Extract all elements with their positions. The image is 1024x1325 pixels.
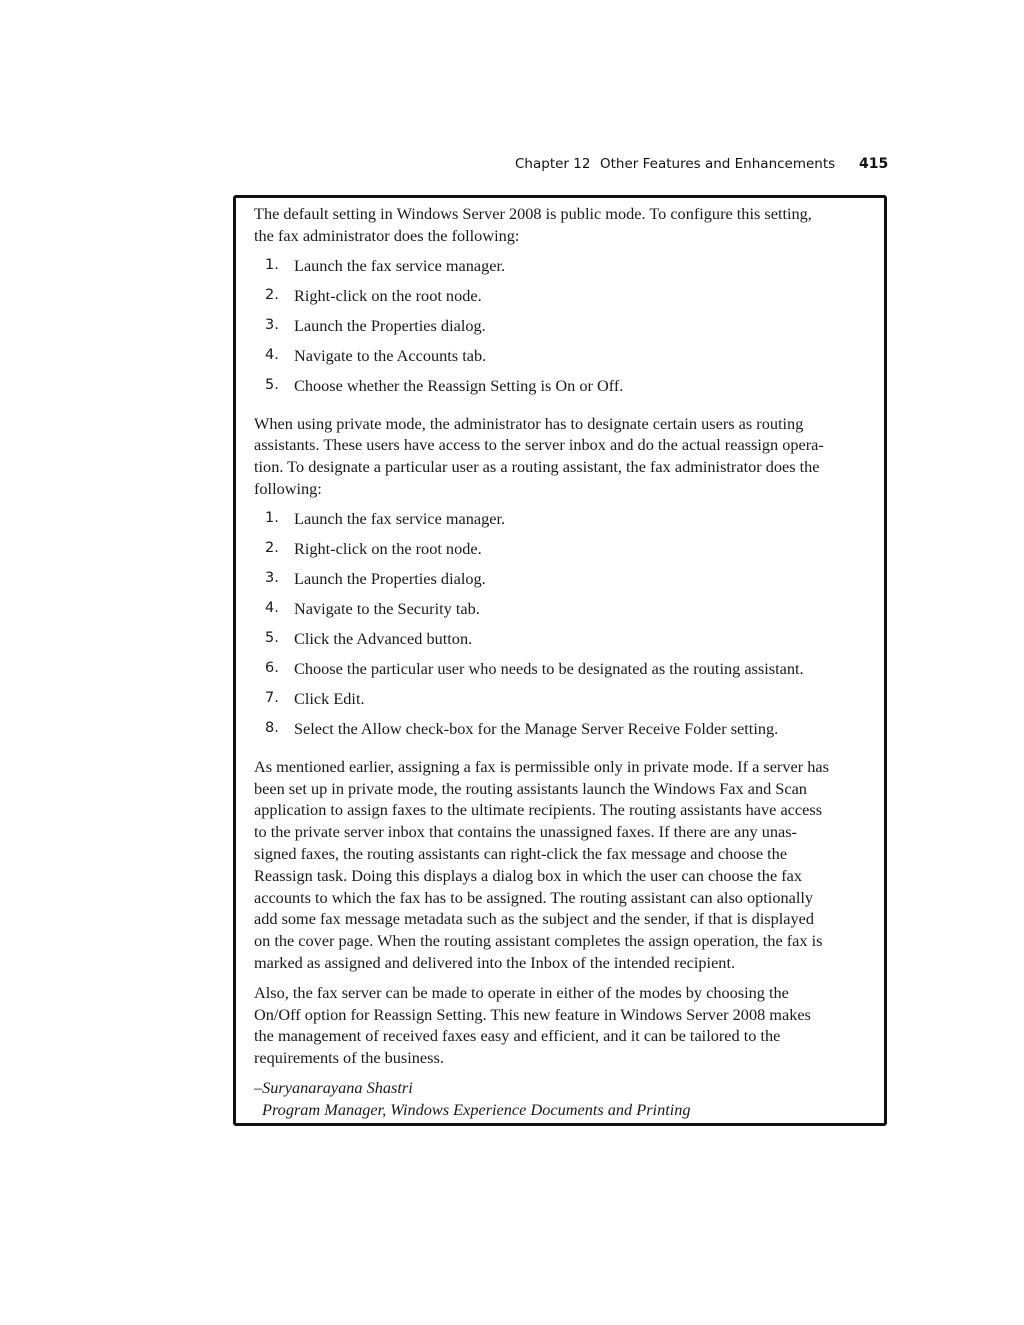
list-item-number: 4.: [265, 599, 279, 616]
paragraph-line: On/Off option for Reassign Setting. This new feature in Windows Server 2008 makes: [254, 1004, 811, 1024]
list-item-number: 5.: [265, 629, 279, 646]
paragraph-line: marked as assigned and delivered into the Inbox of the intended recipient.: [254, 952, 736, 972]
list-item: [254, 688, 874, 718]
list-item: [254, 345, 874, 375]
list-item: [254, 718, 874, 748]
blocks: [254, 203, 874, 1069]
list-item: [254, 285, 874, 315]
paragraph: [254, 203, 874, 247]
paragraph-line: The default setting in Windows Server 2008 is public mode. To configure this setting,: [254, 204, 812, 223]
list-item-text: Click Edit.: [294, 688, 365, 708]
paragraph-line: the fax administrator does the following:: [254, 225, 520, 245]
numbered-list: [254, 255, 874, 405]
list-item-number: 1.: [265, 256, 279, 273]
list-item-text: Click the Advanced button.: [294, 628, 473, 648]
list-item-text: Navigate to the Security tab.: [294, 598, 480, 618]
list-item-number: 8.: [265, 719, 279, 736]
paragraph-line: on the cover page. When the routing assistant completes the assign operation, the fax is: [254, 931, 823, 951]
paragraph-line: Reassign task. Doing this displays a dialog box in which the user can choose the fax: [254, 865, 803, 885]
paragraph: [254, 413, 874, 500]
paragraph-line: As mentioned earlier, assigning a fax is permissible only in private mode. If a server has: [254, 756, 829, 776]
list-item: [254, 568, 874, 598]
paragraph-line: signed faxes, the routing assistants can right-click the fax message and choose the: [254, 843, 788, 863]
paragraph: [254, 756, 874, 974]
list-item: [254, 598, 874, 628]
list-item-text: Choose whether the Reassign Setting is On or Off.: [294, 375, 624, 395]
signature: [254, 1077, 874, 1121]
list-item-number: 7.: [265, 689, 279, 706]
signature-name: –Suryanarayana Shastri: [254, 1077, 413, 1097]
list-item-text: Select the Allow check-box for the Manage Server Receive Folder setting.: [294, 718, 779, 738]
signature-role: Program Manager, Windows Experience Documents and Printing: [262, 1099, 691, 1119]
list-item-number: 1.: [265, 509, 279, 526]
paragraph-line: Also, the fax server can be made to operate in either of the modes by choosing the: [254, 982, 789, 1002]
list-item-number: 3.: [265, 316, 279, 333]
paragraph-line: When using private mode, the administrator has to designate certain users as routing: [254, 413, 804, 433]
paragraph: [254, 982, 874, 1069]
list-item-text: Launch the Properties dialog.: [294, 568, 486, 588]
list-item: [254, 315, 874, 345]
list-item: [254, 255, 874, 285]
list-item-text: Launch the Properties dialog.: [294, 315, 486, 335]
sidebar-content: [254, 203, 874, 1121]
numbered-list: [254, 508, 874, 748]
paragraph-line: assistants. These users have access to the server inbox and do the actual reassign opera-: [254, 435, 824, 455]
list-item-number: 2.: [265, 286, 279, 303]
paragraph-line: been set up in private mode, the routing assistants launch the Windows Fax and Scan: [254, 778, 807, 798]
paragraph-line: requirements of the business.: [254, 1048, 444, 1068]
page-number: 415: [859, 156, 889, 172]
list-item-text: Right-click on the root node.: [294, 285, 482, 305]
list-item-number: 5.: [265, 376, 279, 393]
list-item-text: Launch the fax service manager.: [294, 255, 506, 275]
list-item-number: 4.: [265, 346, 279, 363]
list-item: [254, 628, 874, 658]
list-item: [254, 538, 874, 568]
paragraph-line: accounts to which the fax has to be assigned. The routing assistant can also optionally: [254, 887, 814, 907]
paragraph-line: add some fax message metadata such as the subject and the sender, if that is displayed: [254, 909, 814, 929]
list-item-number: 2.: [265, 539, 279, 556]
paragraph-line: application to assign faxes to the ultimate recipients. The routing assistants have access: [254, 800, 823, 820]
list-item-text: Right-click on the root node.: [294, 538, 482, 558]
list-item: [254, 508, 874, 538]
running-header-title: Other Features and Enhancements: [600, 156, 836, 172]
list-item: [254, 375, 874, 405]
running-header-chapter: Chapter 12: [515, 156, 591, 172]
paragraph-line: following:: [254, 478, 322, 498]
paragraph-line: to the private server inbox that contains the unassigned faxes. If there are any unas-: [254, 822, 797, 842]
list-item-number: 3.: [265, 569, 279, 586]
list-item-text: Launch the fax service manager.: [294, 508, 506, 528]
list-item: [254, 658, 874, 688]
list-item-text: Navigate to the Accounts tab.: [294, 345, 487, 365]
paragraph-line: the management of received faxes easy and efficient, and it can be tailored to the: [254, 1026, 781, 1046]
paragraph-line: tion. To designate a particular user as a routing assistant, the fax administrator does the: [254, 457, 820, 477]
list-item-text: Choose the particular user who needs to be designated as the routing assistant.: [294, 658, 804, 678]
list-item-number: 6.: [265, 659, 279, 676]
